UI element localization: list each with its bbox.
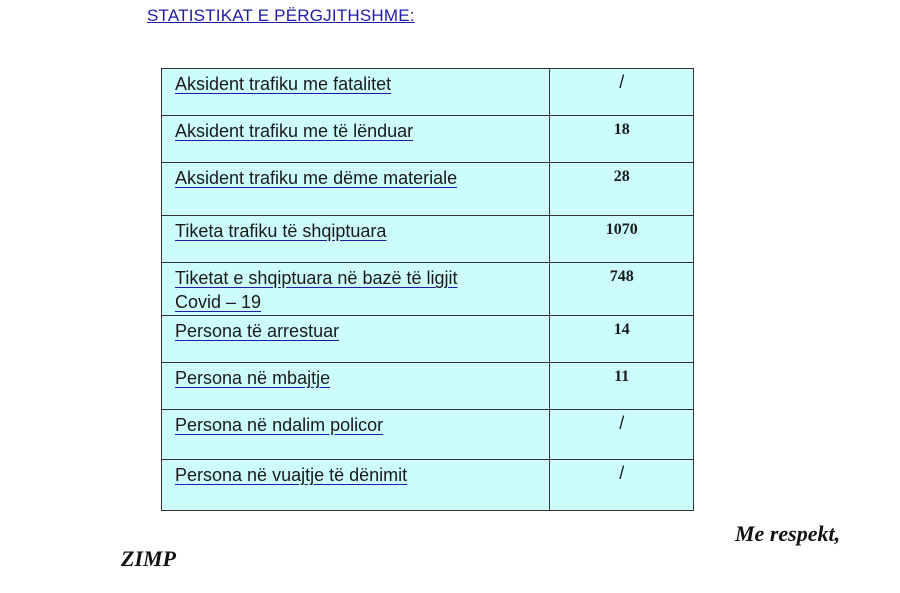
row-label: Persona në vuajtje të dënimit (175, 465, 408, 485)
page-heading: STATISTIKAT E PËRGJITHSHME: (147, 6, 415, 25)
row-value: / (619, 463, 625, 483)
row-value-cell (550, 460, 694, 511)
row-value-cell (550, 263, 694, 316)
row-label-cell (162, 316, 550, 363)
row-label: Tiketa trafiku të shqiptuara (175, 221, 387, 241)
row-label-cell (162, 410, 550, 460)
row-value: 1070 (605, 221, 638, 238)
row-label-cell (162, 216, 550, 263)
row-value-cell (550, 316, 694, 363)
row-label-cell (162, 69, 550, 116)
signature-text: ZIMP (121, 546, 176, 571)
row-value: 11 (614, 368, 630, 385)
row-label-cell (162, 163, 550, 216)
row-label-cell (162, 116, 550, 163)
row-label: Persona në ndalim policor (175, 415, 384, 435)
table-row (162, 363, 694, 410)
row-value: / (619, 72, 625, 92)
row-label: Tiketat e shqiptuara në bazë të ligjit Covid – 19 (175, 268, 458, 312)
row-value: / (619, 413, 625, 433)
table-row (162, 316, 694, 363)
table-row (162, 116, 694, 163)
row-value: 28 (613, 168, 630, 185)
statistics-table (161, 68, 694, 511)
row-value-cell (550, 163, 694, 216)
row-value-cell (550, 363, 694, 410)
row-label: Aksident trafiku me fatalitet (175, 74, 392, 94)
row-label-cell (162, 363, 550, 410)
row-label: Aksident trafiku me të lënduar (175, 121, 414, 141)
row-label-cell (162, 460, 550, 511)
table-row (162, 460, 694, 511)
row-label-cell (162, 263, 550, 316)
row-value-cell (550, 216, 694, 263)
row-value: 14 (613, 321, 630, 338)
row-value: 748 (609, 268, 634, 285)
row-value-cell (550, 116, 694, 163)
table-row (162, 263, 694, 316)
row-label: Persona në mbajtje (175, 368, 331, 388)
table-row (162, 216, 694, 263)
row-label: Persona të arrestuar (175, 321, 340, 341)
table-row (162, 410, 694, 460)
row-value-cell (550, 410, 694, 460)
row-value: 18 (613, 121, 630, 138)
table-row (162, 69, 694, 116)
row-label: Aksident trafiku me dëme materiale (175, 168, 458, 188)
table-row (162, 163, 694, 216)
row-value-cell (550, 69, 694, 116)
closing-text: Me respekt, (735, 521, 841, 546)
